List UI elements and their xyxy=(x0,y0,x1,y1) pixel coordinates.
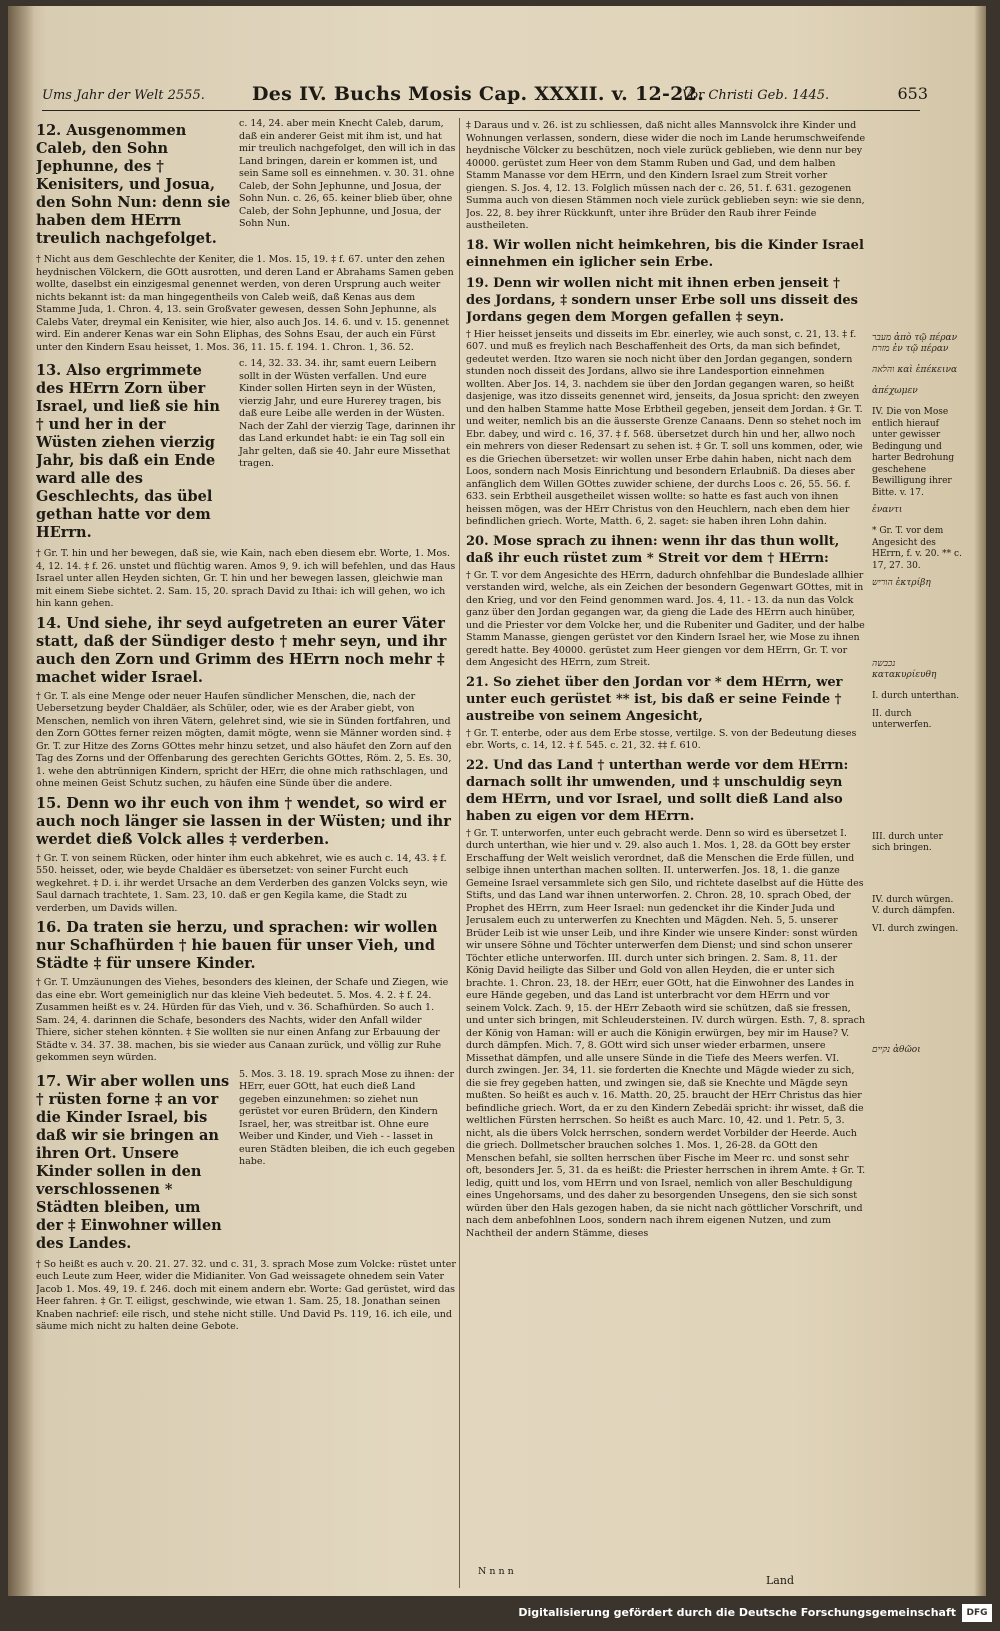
verse-12-references: c. 14, 24. aber mein Knecht Caleb, darum, daß ein anderer Geist mit ihm ist, und hat mir treulich nachgefolget, den will ich in das Land bringen, darein er kommen ist, und sein Same soll es einnehmen. v. 30. 31. ohne Caleb, der Sohn Jephunne, und Josua, der Sohn Nun. c. 26, 65. keiner blieb über, ohne Caleb, der Sohn Jephunne, und Josua, der Sohn Nun. xyxy=(239,118,456,229)
column-divider xyxy=(459,118,460,1588)
margin-greek-1: מעבר ἀπὸ τῷ πέραν מזרח ἐν τῷ πέραν xyxy=(872,333,958,354)
credit-bar xyxy=(0,1598,1000,1631)
verse-12-block xyxy=(36,118,456,252)
verse-15: 15. Denn wo ihr euch von ihm † wendet, so wird er auch noch länger sie lassen in der Wüsten; und ihr werdet dieß Volck alles ‡ verderben. xyxy=(36,794,451,848)
margin-greek-3: ἀπέχωμεν xyxy=(872,386,918,396)
page-edge xyxy=(974,6,986,1596)
margin-notes xyxy=(872,118,962,1588)
verse-14: 14. Und siehe, ihr seyd aufgetreten an eurer Väter statt, daß der Sündiger desto † mehr seyn, und ihr auch den Zorn und Grimm des HErrn noch mehr ‡ machet wider Israel. xyxy=(36,614,447,686)
verse-19: 19. Denn wir wollen nicht mit ihnen erben jenseit † des Jordans, ‡ sondern unser Erbe soll uns disseit des Jordans gegen dem Morgen gefallen ‡ seyn. xyxy=(466,275,858,325)
verse-17-block xyxy=(36,1069,456,1257)
catchword: Land xyxy=(766,1574,794,1587)
margin-greek-5: הוריש ἐκτρίβη xyxy=(872,578,931,588)
running-header xyxy=(42,84,982,108)
header-year: Ums Jahr der Welt 2555. xyxy=(42,88,205,103)
page-gutter xyxy=(8,6,34,1596)
margin-sense-6: VI. durch zwingen. xyxy=(872,923,959,934)
verse-17-references: 5. Mos. 3. 18. 19. sprach Mose zu ihnen: der HErr, euer GOtt, hat euch dieß Land gegeben einzunehmen: so ziehet nun gerüstet vor euren Brüdern, den Kindern Israel, her, was streitbar ist. Ohne eure Weiber und Kinder, und Vieh ‐ ‐ lasset in euren Städten bleiben, die ich euch gegeben habe. xyxy=(239,1068,456,1167)
book-page xyxy=(8,6,986,1596)
note-19: † Hier heisset jenseits und disseits im Ebr. einerley, wie auch sonst, c. 21, 13. ‡ f. 607. und muß es freylich nach Beschaffenheit des Orts, da man sich befindet, gedeutet werden. Itzo waren sie noch nicht über den Jordan gegangen, sondern stunden noch disseit des Jordans, allwo sie ihre Landesportion einnehmen wollten. Aber Jos. 14, 3. nachdem sie über den Jordan gegangen waren, so heißt dasjenige, was itzo disseits genennet wird, jenseits, da Josua spricht: den zweyen und den halben Stamme hatte Mose Erbtheil gegeben, jenseit dem Jordan. ‡ Gr. T. und weiter, nemlich bis an die äusserste Grenze Canaans. Denn so stehet noch im Ebr. dabey, und wird c. 16, 37. ‡ f. 568. übersetzet durch hin und her, allwo noch ein mehrers von dieser Redensart zu sehen ist. ‡ Gr. T. soll uns kommen, oder, wie es die Griechen übersetzet: wir wollen unser Erbe dahin haben, nicht nach dem Loos, sondern nach Mosis Einrichtung und besondern Erlaubniß. Da dieses aber anfänglich dem Willen GOttes zuwider schiene, der durchs Loos c. 26, 55. 56. f. 633. sein Erbtheil ausgetheilet wissen wollte: so hatte es fast auch von ihnen heissen mögen, was der HErr Christus von den Heuchlern, nach eben dem hier befindlichen griech. Worte, Matth. 6, 2. saget: sie haben ihren Lohn dahin. xyxy=(466,328,863,527)
note-13: † Gr. T. hin und her bewegen, daß sie, wie Kain, nach eben diesem ebr. Worte, 1. Mos. 4, 12. 14. ‡ f. 26. unstet und flüchtig waren. Amos 9, 9. ich will befehlen, und das Haus Israel unter allen Heyden sichten, Gr. T. hin und her bewegen lassen, gleichwie man mit einem Siebe sichtet. 2. Sam. 15, 20. sprach David zu Ithai: ich will gehen, wo ich hin kann gehen. xyxy=(36,548,456,609)
note-17: † So heißt es auch v. 20. 21. 27. 32. und c. 31, 3. sprach Mose zum Volcke: rüstet unter euch Leute zum Heer, wider die Midianiter. Von Gad weissagete ohnedem sein Vater Jacob 1. Mos. 49, 19. f. 246. doch mit einem andern ebr. Worte: Gad gerüstet, wird das Heer fahren. ‡ Gr. T. eiligst, geschwinde, wie etwan 1. Sam. 25, 18. Jonathan seinen Knaben nachrief: eile risch, und stehe nicht stille. Und David Ps. 119, 16. ich eile, und säume mich nicht zu halten deine Gebote. xyxy=(36,1258,456,1332)
header-date: Vor Christi Geb. 1445. xyxy=(682,88,830,103)
verse-17: 17. Wir aber wollen uns † rüsten forne ‡ an vor die Kinder Israel, bis daß wir sie bringen an ihren Ort. Unsere Kinder sollen in den verschlossenen * Städten bleiben, um der ‡ Einwohner willen des Landes. xyxy=(36,1072,230,1252)
verse-12: 12. Ausgenommen Caleb, den Sohn Jephunne, des † Kenisiters, und Josua, den Sohn Nun: denn sie haben dem HErrn treulich nachgefolget. xyxy=(36,122,231,247)
dfg-logo: DFG xyxy=(962,1604,992,1622)
right-column xyxy=(466,118,866,1588)
note-15: † Gr. T. von seinem Rücken, oder hinter ihm euch abkehret, wie es auch c. 14, 43. ‡ f. 550. heisset, oder, wie beyde Chaldäer es übersetzet: von seiner Furcht euch wegkehret. ‡ D. i. ihr werdet Ursache an dem Verderben des ganzen Volcks seyn, wie Saul darnach trachtete, 1. Sam. 23, 10. daß er gen Kegila kame, die Stadt zu verderben, um Davids willen. xyxy=(36,852,448,914)
note-continued: ‡ Daraus und v. 26. ist zu schliessen, daß nicht alles Mannsvolck ihre Kinder und Wohnungen verlassen, sondern, diese wider die noch im Lande herumschweifende heydnische Völcker zu beschützen, noch viele zurück geblieben, wie denn nur bey 40000. gerüstet zum Heer von dem Stamm Ruben und Gad, und dem halben Stamm Manasse vor dem HErrn, und den Kindern Israel zum Streit vorher giengen. S. Jos. 4, 12. 13. Folglich müssen nach der c. 26, 51. f. 631. gezogenen Summa auch von diesen Stämmen noch viele zurück geblieben seyn: wie sie denn, Jos. 22, 8. bey ihrer Rückkunft, unter ihre Brüder den Raub ihrer Feinde austheileten. xyxy=(466,120,866,231)
margin-greek-4: ἐναντι xyxy=(872,505,903,515)
verse-22: 22. Und das Land † unterthan werde vor dem HErrn: darnach sollt ihr umwenden, und ‡ unschuldig seyn dem HErrn, und vor Israel, und sollt dieß Land also haben zu eigen vor dem HErrn. xyxy=(466,757,849,824)
margin-sense-2: II. durch unterwerfen. xyxy=(872,708,932,730)
margin-greek-2: והלאה καὶ ἐπέκεινα xyxy=(872,365,958,375)
header-title: Des IV. Buchs Mosis Cap. XXXII. v. 12-22. xyxy=(252,83,705,105)
verse-21: 21. So ziehet über den Jordan vor * dem HErrn, wer unter euch gerüstet ** ist, bis daß er seine Feinde † austreibe von seinem Angesicht, xyxy=(466,674,843,724)
verse-18: 18. Wir wollen nicht heimkehren, bis die Kinder Israel einnehmen ein iglicher sein Erbe. xyxy=(466,237,864,270)
verse-13-references: c. 14, 32. 33. 34. ihr, samt euern Leibern sollt in der Wüsten verfallen. Und eure Kinder sollen Hirten seyn in der Wüsten, vierzig Jahr, und eure Hurerey tragen, bis daß eure Leibe alle werden in der Wüsten. Nach der Zahl der vierzig Tage, darinnen ihr das Land erkundet habt: ie ein Tag soll ein Jahr gelten, daß sie 40. Jahr eure Missethat tragen. xyxy=(239,358,456,469)
note-12: † Nicht aus dem Geschlechte der Keniter, die 1. Mos. 15, 19. ‡ f. 67. unter den zehen heydnischen Völckern, die GOtt ausrotten, und deren Land er Abrahams Samen geben wollte, daselbst ein einzigesmal genennet werden, von deren Ursprung auch weiter nichts bekannt ist: da man hingegentheils von Caleb weiß, daß Kenas aus dem Stamme Juda, 1. Chron. 4, 13. sein Großvater gewesen, dessen Sohn Jephunne, als Calebs Vater, dreymal ein Kenisiter, wie hier, also auch Jos. 14. 6. und v. 15. genennet wird. Ein anderer Kenas war ein Sohn Eliphas, des Sohns Esau, der auch ein Fürst unter den Kindern Esau heisset, 1. Mos. 36, 11. 15. f. 194. 1. Chron. 1, 36. 52. xyxy=(36,254,454,353)
verse-13-block xyxy=(36,358,456,546)
margin-sense-3: III. durch unter sich bringen. xyxy=(872,831,943,853)
note-16: † Gr. T. Umzäunungen des Viehes, besonders des kleinen, der Schafe und Ziegen, wie das eine ebr. Wort gemeiniglich nur das kleine Vieh bedeutet. 5. Mos. 4. 2. ‡ f. 24. Zusammen heißt es v. 24. Hürden für das Vieh, und v. 36. Schafhürden. So auch 1. Sam. 24, 4. darinnen die Schafe, besonders des Nachts, wider den Anfall wilder Thiere, sicher stehen könnten. ‡ Sie wollten sie nur einen Anfang zur Erbauung der Städte v. 34. 37. 38. machen, bis sie wieder aus Canaan zurück, und völlig zur Ruhe gekommen seyn würden. xyxy=(36,977,449,1063)
margin-summary-iv: IV. Die von Mose entlich hierauf unter gewisser Bedingung und harter Bedrohung geschehene Bewilligung ihrer Bitte. v. 17. xyxy=(872,407,955,498)
margin-greek-7: נקיים ἀθῶοι xyxy=(872,1045,921,1055)
credit-text: Digitalisierung gefördert durch die Deutsche Forschungsgemeinschaft xyxy=(518,1606,956,1619)
left-column xyxy=(36,118,456,1588)
header-rule xyxy=(42,110,920,111)
verse-16: 16. Da traten sie herzu, und sprachen: wir wollen nur Schafhürden † hie bauen für unser Vieh, und Städte ‡ für unsere Kinder. xyxy=(36,919,438,972)
note-14: † Gr. T. als eine Menge oder neuer Haufen sündlicher Menschen, die, nach der Uebersetzung beyder Chaldäer, als Schüler, oder, wie es der Araber giebt, von Menschen, nemlich von ihren Vätern, gelehret sind, wie sie in Sünden fortfahren, und den Zorn GOttes ferner reizen mögten, damit mögte, wenn sie Männer worden sind. ‡ Gr. T. zur Hitze des Zorns GOttes mehr hinzu setzet, und also häufet den Zorn auf den Tag des Zorns und der Offenbarung des gerechten Gerichts GOttes, Röm. 2, 5. Es. 30, 1. wehe den abtrünnigen Kindern, spricht der HErr, die ohne mich rathschlagen, und ohne meinen Geist Schutz suchen, zu häufen eine Sünde über die andere. xyxy=(36,690,452,789)
margin-sense-1: I. durch unterthan. xyxy=(872,691,960,701)
margin-greek-6: נכבשה κατακυρίευθη xyxy=(872,659,937,680)
note-22: † Gr. T. unterworfen, unter euch gebracht werde. Denn so wird es übersetzet I. durch unterthan, wie hier und v. 29. also auch 1. Mos. 1, 28. da GOtt bey erster Erschaffung der Welt weislich verordnet, daß die Menschen die Erde füllen, und selbige ihnen unterthan machen sollten. II. unterwerfen. Jos. 18, 1. die ganze Gemeine Israel versammlete sich gen Silo, und richtete daselbst auf die Hütte des Stifts, und das Land war ihnen unterworfen. 2. Chron. 28, 10. sprach Obed, der Prophet des HErrn, zum Heer Israel: nun gedencket ihr die Kinder Juda und Jerusalem euch zu unterwerfen zu Knechten und Mägden. Neh. 5, 5. unserer Brüder Leib ist wie unser Leib, und ihre Kinder wie unsere Kinder: sonst würden wir unsere Söhne und Töchter unterwerfen dem Dienst; und sind schon unserer Töchter etliche unterworfen. III. durch unter sich bringen. 2. Sam. 8, 11. der König David heiligte das Silber und Gold von allen Heyden, die er unter sich brachte. 1. Chron. 23, 18. der HErr, euer GOtt, hat die Einwohner des Landes in eure Hände gegeben, und das Land ist unterbracht vor dem HErrn und vor seinem Volck. Zach. 9, 15. der HErr Zebaoth wird sie schützen, daß sie fressen, und unter sich bringen, mit Schleudersteinen. IV. durch würgen. Esth. 7, 8. sprach der König von Haman: will er auch die Königin erwürgen, bey mir im Hause? V. durch dämpfen. Mich. 7, 8. GOtt wird sich unser wieder erbarmen, unsere Missethat dämpfen, und alle unsere Sünde in die Tiefe des Meers werfen. VI. durch zwingen. Jer. 34, 11. sie forderten die Knechte und Mägde wieder zu sich, die sie frey gegeben hatten, und zwingen sie, daß sie Knechte und Mägde seyn mußten. So heißt es auch v. 16. Matth. 20, 25. braucht der HErr Christus das hier befindliche griech. Wort, da er zu den Kindern Zebedäi spricht: ihr wisset, daß die weltlichen Fürsten herrschen. So heißt es auch Marc. 10, 42. und 1. Petr. 5, 3. nicht, als die übers Volck herrschen, sondern werdet Vorbilder der Heerde. Auch die griech. Dollmetscher brauchen solches 1. Mos. 1, 26‐28. da GOtt den Menschen befahl, sie sollten herrschen über Fische im Meer rc. und sonst sehr oft, besonders Jer. 5, 31. da es heißt: die Priester herrschen in ihrem Amte. ‡ Gr. T. ledig, quitt und los, vom HErrn und von Israel, nemlich von aller Beschuldigung eines Ungehorsams, und des daher zu besorgenden Unsegens, den sie sich sonst würden über den Hals gezogen haben, da sie nicht nach göttlicher Vorschrift, und nach dem anbefohlnen Loos, sondern nach ihrem eigenen Nutzen, und zum Nachtheil der andern Stämme, dieses xyxy=(466,827,866,1239)
verse-13: 13. Also ergrimmete des HErrn Zorn über Israel, und ließ sie hin † und her in der Wüsten ziehen vierzig Jahr, bis daß ein Ende ward alle des Geschlechts, das übel gethan hatte vor dem HErrn. xyxy=(36,362,220,541)
margin-sense-4-5: IV. durch würgen. V. durch dämpfen. xyxy=(872,894,955,916)
page-number: 653 xyxy=(897,84,928,103)
signature-mark: N n n n xyxy=(478,1566,514,1577)
note-20: † Gr. T. vor dem Angesichte des HErrn, dadurch ohnfehlbar die Bundeslade allhier verstanden wird, welche, als ein Zeichen der besondern Gegenwart GOttes, mit in den Krieg, und vor den Feind genommen ward. Jos. 4, 11. ‐ 13. da nun das Volck ganz über den Jordan gegangen war, da gieng die Lade des HErrn auch hinüber, und die Priester vor dem Volcke her, und die Rubeniter und Gaditer, und der halbe Stamm Manasse, giengen gerüstet vor den Kindern Israel her, wie Mose zu ihnen geredt hatte. Bey 40000. gerüstet zum Heer giengen vor dem HErrn, Gr. T. vor dem Angesicht des HErrn, zum Streit. xyxy=(466,569,865,668)
note-21: † Gr. T. enterbe, oder aus dem Erbe stosse, vertilge. S. von der Bedeutung dieses ebr. Worts, c. 14, 12. ‡ f. 545. c. 21, 32. ‡‡ f. 610. xyxy=(466,727,857,751)
margin-ref-21: * Gr. T. vor dem Angesicht des HErrn, f. v. 20. ** c. 17, 27. 30. xyxy=(872,526,962,571)
verse-20: 20. Mose sprach zu ihnen: wenn ihr das thun wollt, daß ihr euch rüstet zum * Streit vor dem † HErrn: xyxy=(466,533,840,566)
